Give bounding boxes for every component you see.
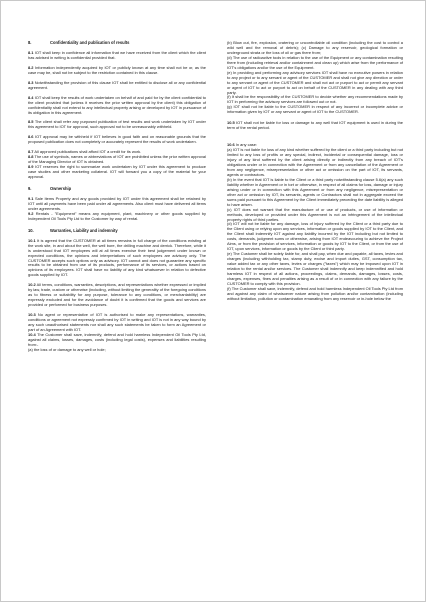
clause: 10.6 In any case: (227, 142, 258, 148)
section-title: Ownership (50, 186, 72, 192)
clause: 10.1 It is agreed that the CUSTOMER at all times remains in full charge of the conditions existing at the work site, in and about the well, the well bore, the drilling machine and derrick. Therefore, while it is understood that IOT employees will at all times exercise their best judgement under known or expected conditions, the opinions and interpretations of such employees are advisory only. The CUSTOMER accepts such options only as advisory. IOT cannot and does not guarantee any specific results to be obtained from use of its products, performance of its services, or actions based on opinions of its employees. IOT shall have no liability of any kind whatsoever in relation to defective goods supplied by IOT. (28, 237, 206, 278)
right-column (227, 41, 403, 302)
clause: (g) IOT shall not be liable to the CUSTOMER in respect of any incorrect or incomplete advice or information given by IOT or any servant or agent of IOT to the CUSTOMER. (227, 104, 403, 115)
clause: 8.8 The use of symbols, names or abbreviations of IOT are prohibited unless the prior written approval of the Managing Director of IOT is obtained. (28, 154, 207, 165)
clause: (d) IOT will not be liable for any damage, loss of injury suffered by the Client or a third party due to the Client using or relying upon any services, information or goods supplied by IOT to the Client, and the Client shall indemnify IOT against any liability incurred by the IOT including but not limited to costs, demands, judgment sums or otherwise, arising from IOT endeavouring to achieve the Project Aims, or from the provision of services, information or goods by IOT to the Client, or from the use of IOT, upon services, information or goods by the Client or third party. (227, 221, 403, 252)
clause: 10.3 No agent or representative of IOT is authorised to make any representations, warranties, conditions or agreement not expressly confirmed by IOT in writing and IOT is not in any way bound by any such unauthorised statements nor shall any such statements be taken to form an Agreement or part of an Agreement with IOT. (28, 312, 206, 332)
clause: 10.4 The Customer shall save, indemnify, defend and hold harmless Independent Oil Tools Pty Ltd, against all claims, losses, damages, costs (including legal costs), expenses and liabilities resulting from:- (28, 331, 206, 347)
clause: (b) Blow out, fire, explosion, cratering or uncontrollable oil condition (including the cost to control a wild well and the removal of debris); (c) Damage to any reservoir, geological formation or underground strata or the loss of oil or gas there from; (227, 40, 403, 55)
clause: 8.5 The client shall refer any purposed publication of test results and work undertaken by IOT under this agreement to IOT for approval, such approval not to be unreasonably withheld. (28, 119, 206, 130)
clause: (d) The use of radioactive tools in relation to the use of the Equipment or any contamination resulting there from (including retrieval and/or containment and clean up) which arise from the performance of IOT's obligations and/or the use of the Equipment. (227, 54, 403, 70)
section-heading (28, 229, 206, 234)
clause: 8.3 Notwithstanding the provision of this clause IOT shall be entitled to disclose all or any confidential agreement. (28, 79, 206, 90)
section-number: 9. (28, 186, 32, 192)
clause: (e) In providing and performing any advisory services IOT shall have no executive powers in relation to any project or to any servant or agent of the CUSTOMER and shall not give any direction or order to any servant or agent of the CUSTOMER and shall not act or purport to act or permit any servant or agent of IOT to act or purport to act on behalf of the CUSTOMER in any dealing with any third party. (227, 69, 403, 95)
clause: (a) IOT is not liable for loss of any kind whether suffered by the client or a third party including but not limited to any loss of profits or any special, indirect, incidental or consequential damage, loss or injury of any kind suffered by the client arising directly or indirectly from any breach of IOT's obligations under or in connection with the Agreement or from any cancellation of the Agreement or from any negligence, misrepresentation or other act or omission on the part of IOT, its servants, agents or contractors. (227, 147, 403, 177)
clause: (a) the loss of or damage to any well or hole; (28, 346, 106, 352)
clause: 8.7 All approved publications shall afford IOT a credit for its work. (28, 149, 142, 155)
clause: 10.2 All terms, conditions, warranties, descriptions, and representations whether expressed or implied by law, trade, custom or otherwise (including, without limiting the generality of the foregoing conditions as to fitness or suitability for any purpose, tolerance to any conditions, or merchantability) are expressly excluded and for the avoidance of doubt it is confirmed that the goods and services are provided or performed for business purposes. (28, 282, 206, 308)
clause: 8.1 IOT shall keep in confidence all information that we have received from the client which the client has advised in writing is confidential provided that. (28, 49, 206, 60)
clause: 9.1 Sale Items Property and any goods provided by IOT under this agreement shall be retained by IOT until all payments have been paid under all agreements. Also client must have delivered all items under agreements. (28, 195, 206, 211)
clause: 10.5 IOT shall not be liable for loss or damage to any well that IOT equipment is used in during the term of the rental period. (227, 120, 403, 131)
clause: 8.9 IOT reserves the right to summarize work undertaken by IOT under this agreement to produce case studies and other marketing collateral. IOT will forward you a copy of the material for your approval. (28, 164, 206, 180)
clause: (c) IOT does not warrant that the manufacture of or use of products, or use of information or methods, developed or provided under this Agreement is not an infringement of the intellectual property rights of third parties. (227, 206, 403, 222)
section-heading (28, 41, 206, 46)
clause: 8.4 IOT shall keep the results of work undertaken on behalf of and paid for by the client confidential to the client provided that (unless it receives the prior written approval by the client) this obligation of confidentiality shall not extend to any intellectual property arising or developed by IOT in pursuance of its obligation in this agreement. (28, 94, 206, 115)
clause: 8.6 IOT approval may be withheld if IOT believes in good faith and on reasonable grounds that the proposed publication does not completely or accurately represent the results of work undertaken. (28, 134, 206, 145)
section-title: Warranties, Liability and indemnity (50, 227, 118, 233)
clause: (f) The Customer shall save, indemnify, defend and hold harmless Independent Oil Tools Pty Ltd from and against any claim of whatsoever nature arising from pollution and/or contamination (including without limitation, pollution or contamination emanating from any reservoir or in-hole below the (227, 285, 403, 301)
clause: (b) In the event that IOT is liable to the Client or a third party notwithstanding clause 5.6(a) any such liability whether in Agreement or in tort or otherwise, in respect of all claims for loss, damage or injury arising under or in connection with this Agreement or from any negligence, misrepresentation or other act or omission by IOT, its servants, agents or Contractors shall not in aggregate exceed the sums paid pursuant to this Agreement by the Client immediately preceding the date liability is alleged to have arisen. (227, 176, 403, 207)
clause: 9.2 Rentals - "Equipment" means any equipment, plant, machinery or other goods supplied by Independent Oil Tools Pty Ltd to the Customer by way of rental. (28, 210, 206, 221)
section-title: Confidentiality and publication of results (50, 40, 130, 45)
clause: (f) It shall be the responsibility of the CUSTOMER to decide whether any recommendations made by IOT in performing the advisory services are followed out or not. (227, 94, 403, 105)
section-heading (28, 187, 206, 192)
section-number: 10. (28, 227, 34, 233)
section-number: 8. (28, 40, 32, 45)
clause: 8.2 Information independently acquired by IOT or publicly known at any time shall not be or, as the case may be, shall not be subject to the restriction contained in this clause. (28, 64, 206, 75)
clause: (e) The Customer shall be solely liable for, and shall pay, when due and payable, all taxes, levies and charges (including withholding tax, stamp duty, excise and import duties, GST, consumption tax, value added tax or any other taxes, levies or charges ("taxes") which may be imposed upon IOT in relation to the rental and/or services. The Customer shall indemnify and keep indemnified and hold harmless IOT in respect of all actions, proceedings, claims, demands, damages, losses, costs, charges, expenses, fines and penalties arising as a result of or in connection with any failure by the CUSTOMER to comply with this provision. (227, 251, 403, 286)
left-column (28, 41, 206, 358)
